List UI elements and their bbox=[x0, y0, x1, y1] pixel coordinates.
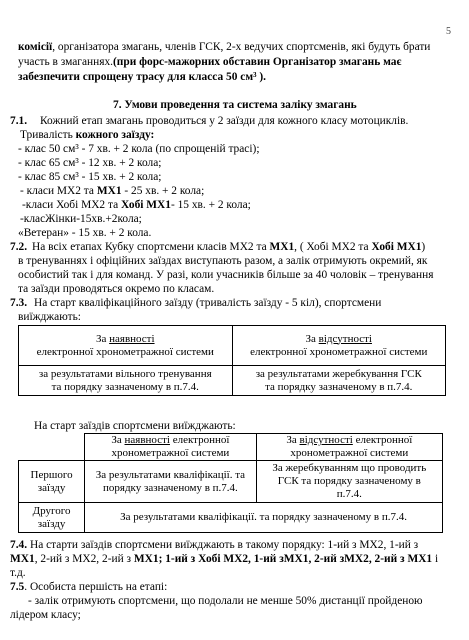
table2-first-absent bbox=[256, 461, 442, 503]
p74-line-2 bbox=[10, 552, 438, 566]
p73-line-1: На старт кваліфікаційного заїзду (тривалість заїзду - 5 кіл), спортсмени bbox=[34, 297, 382, 309]
t1-h1b: наявності bbox=[109, 332, 155, 345]
table2-second-merged bbox=[85, 503, 443, 533]
intro-line-1 bbox=[18, 40, 430, 54]
p75-l1: . Особиста першість на етапі: bbox=[24, 581, 168, 593]
p71-line-1: Кожний етап змагань проводиться у 2 заїзди для кожного класу мотоциклів. bbox=[40, 115, 409, 127]
t2-h1b: наявності bbox=[124, 434, 170, 446]
table1-cell-absent bbox=[232, 366, 446, 396]
intro-line-3: забезпечити спрощену трасу для класса 50 см³ ). bbox=[18, 71, 266, 83]
p72-l1-d: Хобі МХ1 bbox=[371, 241, 422, 253]
p72-l1-b: МХ1 bbox=[269, 241, 295, 253]
t2-h2b: відсутності bbox=[299, 434, 353, 446]
t2-r2a: Другого bbox=[32, 504, 71, 517]
t2-r1c2c: п.7.4. bbox=[336, 488, 362, 500]
p72-line-3: особистий так і для команд. У разі, коли учасників більше за 40 чоловік – тренування bbox=[18, 269, 434, 281]
p74-line-3: т.д. bbox=[10, 567, 26, 579]
p72-number: 7.2. bbox=[10, 241, 28, 253]
p73-line-2: виїжджають: bbox=[18, 311, 81, 323]
class-item-50: - клас 50 см³ - 7 хв. + 2 кола (по спрощеній трасі); bbox=[18, 143, 260, 155]
class-item-hobby-c: - 15 хв. + 2 кола; bbox=[170, 199, 251, 211]
t1-c2b: та порядку зазначеному в п.7.4. bbox=[265, 380, 413, 393]
p73-number: 7.3. bbox=[10, 297, 28, 309]
t1-c1b: та порядку зазначеному в п.7.4. bbox=[51, 380, 199, 393]
race-start-caption: На старт заїздів спортсмени виїжджають: bbox=[34, 420, 236, 432]
class-item-hobby bbox=[22, 198, 251, 212]
table2-first-present bbox=[85, 461, 257, 503]
p72-l1-c: , ( Хобі МХ2 та bbox=[294, 241, 372, 253]
p74-l2d: і bbox=[432, 553, 439, 565]
class-item-women: -класЖінки-15хв.+2кола; bbox=[20, 213, 142, 225]
t2-r1c2a: За жеребкуванням що проводить bbox=[272, 462, 427, 474]
p71-duration-bold: кожного заїзду: bbox=[75, 129, 155, 141]
p71-number: 7.1. bbox=[10, 115, 28, 127]
t2-r2b: заїзду bbox=[37, 517, 66, 530]
page-number: 5 bbox=[446, 26, 451, 37]
class-item-hobby-a: -класи Хобі МХ2 та bbox=[22, 199, 121, 211]
t2-h1a: За bbox=[111, 434, 125, 446]
class-item-mx-c: - 25 хв. + 2 кола; bbox=[121, 185, 205, 197]
t1-h2a: За bbox=[305, 332, 319, 345]
t2-h1d: хронометражної системи bbox=[111, 447, 230, 459]
t1-h1c: електронної хронометражної системи bbox=[36, 345, 214, 358]
table1-cell-present bbox=[19, 366, 233, 396]
intro-line-1-text: , організатора змагань, членів ГСК, 2-х ведучих спортсменів, які будуть брати bbox=[52, 41, 431, 53]
table2-header-absent bbox=[256, 434, 442, 461]
p71-duration bbox=[20, 128, 154, 142]
qualification-start-table bbox=[18, 325, 446, 396]
class-item-mx-a: - класи МХ2 та bbox=[20, 185, 97, 197]
t1-h1a: За bbox=[95, 332, 110, 345]
p75-number: 7.5 bbox=[10, 581, 25, 593]
intro-force-majeure: (при форс-мажорних обставин Організатор змагань має bbox=[113, 56, 402, 68]
p74-number: 7.4. bbox=[10, 539, 28, 551]
class-item-hobby-b: Хобі МХ1 bbox=[121, 199, 171, 211]
t1-c1a: за результатами вільного тренування bbox=[38, 367, 212, 380]
p72-l1-e: ) bbox=[421, 241, 426, 253]
table2-corner bbox=[19, 434, 85, 461]
p72-line-1 bbox=[32, 240, 425, 254]
p74-l2c: МХ1; 1-ий з Хобі МХ2, 1-ий зМХ1, 2-ий зМХ2, 2-ий з МХ1 bbox=[133, 553, 433, 565]
t2-r2c: За результатами кваліфікації. та порядку зазначеному в п.7.4. bbox=[120, 511, 407, 523]
race-start-table bbox=[18, 433, 443, 533]
t1-h2b: відсутності bbox=[318, 332, 372, 345]
table2-row-second bbox=[19, 503, 85, 533]
p75-line-3: лідером класу; bbox=[10, 609, 81, 621]
table1-header-absent bbox=[232, 326, 446, 366]
p75-line-2: - залік отримують спортсмени, що подолали не менше 50% дистанції пройденою bbox=[28, 595, 423, 607]
class-item-mx-b: МХ1 bbox=[96, 185, 122, 197]
table2-header-present bbox=[85, 434, 257, 461]
p72-l1-a: На всіх етапах Кубку спортсмени класів МХ2 та bbox=[32, 241, 270, 253]
class-item-65: - клас 65 см³ - 12 хв. + 2 кола; bbox=[18, 157, 162, 169]
p75-line-1 bbox=[10, 580, 167, 594]
p74-l2b: , 2-ий з МХ2, 2-ий з bbox=[34, 553, 134, 565]
class-item-mx bbox=[20, 184, 204, 198]
p71-duration-label: Тривалість bbox=[20, 129, 76, 141]
section-heading: 7. Умови проведення та система заліку змагань bbox=[113, 99, 357, 111]
t1-h2c: електронної хронометражної системи bbox=[250, 345, 428, 358]
intro-line-2-text: участь в змаганнях. bbox=[18, 56, 114, 68]
p74-l2a: МХ1 bbox=[10, 553, 35, 565]
t2-h2a: За bbox=[286, 434, 300, 446]
table2-row-first bbox=[19, 461, 85, 503]
t2-h2c: електронної bbox=[352, 434, 413, 446]
class-item-veteran: «Ветеран» - 15 хв. + 2 кола. bbox=[18, 227, 152, 239]
t2-r1a: Першого bbox=[30, 468, 73, 481]
intro-commission: комісії bbox=[18, 41, 53, 53]
t2-r1c1a: За результатами кваліфікації. та bbox=[95, 468, 246, 481]
t2-h2d: хронометражної системи bbox=[290, 447, 409, 459]
t2-r1c2b: ГСК та порядку зазначеному в bbox=[277, 475, 421, 487]
t2-h1c: електронної bbox=[169, 434, 230, 446]
p72-line-4: та заїзди проводяться окремо по класам. bbox=[18, 283, 215, 295]
table1-header-present bbox=[19, 326, 233, 366]
class-item-85: - клас 85 см³ - 15 хв. + 2 кола; bbox=[18, 171, 162, 183]
t1-c2a: за результатами жеребкування ГСК bbox=[255, 367, 422, 380]
p72-line-2: в тренуваннях і офіційних заїздах виступають разом, а залік отримують окремий, як bbox=[18, 255, 428, 267]
t2-r1b: заїзду bbox=[37, 481, 66, 494]
t2-r1c1b: порядку зазначеному в п.7.4. bbox=[103, 481, 238, 494]
p74-line-1: На старти заїздів спортсмени виїжджають в такому порядку: 1-ий з МХ2, 1-ий з bbox=[30, 539, 419, 551]
intro-line-2 bbox=[18, 55, 401, 69]
